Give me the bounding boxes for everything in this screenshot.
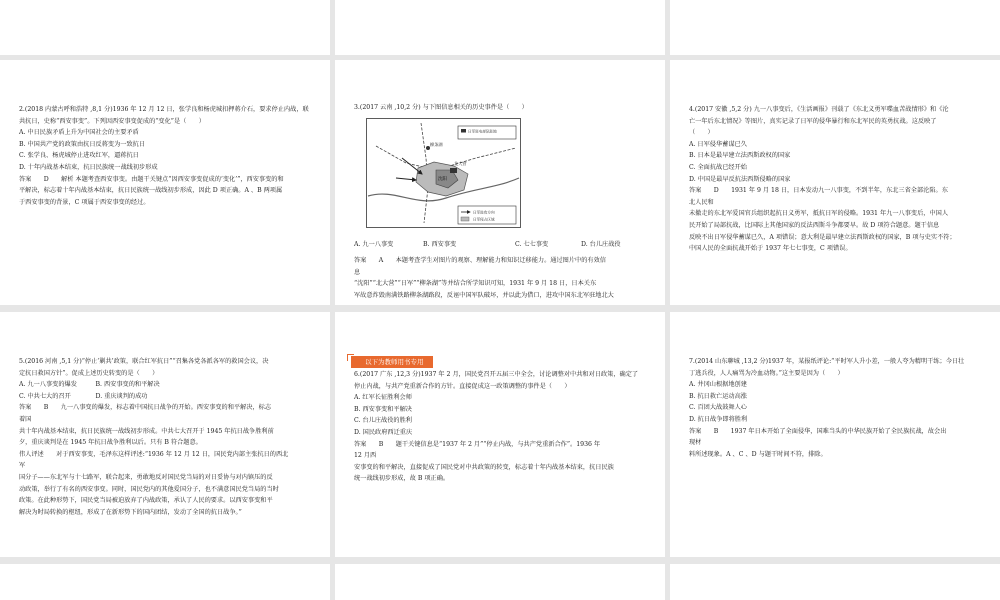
page-top-middle xyxy=(335,0,665,55)
page-question-4 xyxy=(670,60,1000,305)
svg-text:日军驻屯部队驻地: 日军驻屯部队驻地 xyxy=(468,129,497,134)
map-label-shenyang: 沈阳 xyxy=(438,177,447,182)
page-bottom-left xyxy=(0,564,330,600)
option-d: D. 台儿庄战役 xyxy=(581,241,621,248)
option-a: A. 九一八事变 xyxy=(354,241,394,248)
page-bottom-right xyxy=(670,564,1000,600)
page-bottom-middle xyxy=(335,564,665,600)
question-6-text: 6.(2017 广东 ,12,3 分)1937 年 2 月，国民党召开五届三中全会，讨论调整对中共和对日政策，确定了 停止内战，与共产党重新合作的方针。直接促成这一政策调整的事件是（ ） A. 红军长征胜利会师 B. 西安事变和平解决 C. 台儿庄战役的胜利 D. 国民政府西迁重庆 答案 B 题干关键信息是“1937 年 2 月”“停止内战，与共产党重新合作”。1936 年 12 月西 安事变的和平解决，直接促成了国民党对中共政策的转变，标志着十年内战基本结束，抗日民族 统一战线初步形成，故 B 项正确。 xyxy=(354,371,639,483)
map-label-liutiaohu: 柳条湖 xyxy=(430,142,443,147)
question-7-text: 7.(2014 山东聊城 ,13,2 分)1937 年，某报纸评论:“平时军人升小差，一般人夸为精明干练；今日壮 丁逃兵役，人人痛骂为冷血动物。”这主要是因为（ ） A. 井冈山根据地创建 B. 抗日救亡运动高涨 C. 百团大战鼓舞人心 D. 抗日战争即将胜利 答案 B 1937 年日本开始了全面侵华，国难当头的中华民族开始了全民族抗战，故会出 现材 料所述现象。A 、C 、D 与题干时间不符，排除。 xyxy=(689,358,965,458)
page-top-right xyxy=(670,0,1000,55)
question-3-stem: 3.(2017 云南 ,10,2 分) 与下图信息相关的历史事件是（ ） xyxy=(354,104,528,111)
question-5-text: 5.(2016 河南 ,5,1 分)“停止‘剿共’政策，联合红军抗日”“召集各党各派各军的救国会议，决 定抗日救国方针”。促成上述历史转变的是（ ） A. 九一八事变的爆发 B. 西安事变的和平解决 C. 中共七大的召开 D. 重庆谈判的成功 答案 B 九一八事变的爆发，标志着中国抗日战争的开始。西安事变的和平解决，标志 着国 共十年内战基本结束，抗日民族统一战线初步形成。中共七大召开于 1945 年抗日战争胜利前 夕，重庆谈判是在 1945 年抗日战争胜利以后。只有 B 符合题意。 伟人评述 对于西安事变，毛泽东这样评述:“1936 年 12 月 12 日，国民党内部主张抗日的西北 军 国分子——东北军与十七路军，联合起来，勇敢地反对国民党当局的对日妥协与对内镇压的反 动政策，举行了有名的西安事变。同时，国民党内的其他爱国分子，也不满意国民党当局的当时 政策。在此种形势下，国民党当局被迫放弃了内战政策，承认了人民的要求。以西安事变和平 解决为时局转换的枢纽，形成了在新形势下的国内团结，发动了全国的抗日战争。” xyxy=(19,358,289,516)
beidaying-marker xyxy=(450,168,457,173)
page-top-left xyxy=(0,0,330,55)
map-label-beidaying: 北大营 xyxy=(454,161,467,166)
shenyang-map xyxy=(366,118,521,228)
page-question-3 xyxy=(335,60,665,305)
question-3-answer: 答案 A 本题考查学生对图片的观察、理解能力和知识迁移能力。通过图片中的有效信 息 “沈阳”“北大营”“日军”“柳条湖”等并结合所学知识可知，1931 年 9 月 18 日，日本关东 军故意炸毁南满铁路柳条湖路段，反诬中国军队破坏，并以此为借口，进攻中国东北军驻地北大 xyxy=(354,257,614,299)
option-c: C. 七七事变 xyxy=(515,241,549,248)
question-2-text: 2.(2018 内蒙古呼和浩特 ,8,1 分)1936 年 12 月 12 日，张学良和杨虎城扣押蒋介石，要求停止内战，联 共抗日，史称“西安事变”。下列因西安事变促成的“变化”是（ ） A. 中日民族矛盾上升为中国社会的主要矛盾 B. 中国共产党的政策由抗日反蒋变为一致抗日 C. 张学良、杨虎城停止进攻红军，逼蒋抗日 D. 十年内战基本结束，抗日民族统一战线初步形成 答案 D 解析 本题考查西安事变。由题干关键点“因西安事变促成的‘变化’”，西安事变的和 平解决，标志着十年内战基本结束，抗日民族统一战线初步形成，因此 D 项正确。A 、B 两项属 于西安事变的背景，C 项属于西安事变的经过。 xyxy=(19,106,309,206)
question-4-text: 4.(2017 安徽 ,5,2 分) 九一八事变后，《生活画报》刊载了《东北义勇军喋血苦战情形》和《沦 亡一年后东北情况》等图片，真实记录了日军的侵华暴行和东北军民的英勇抗战。这反映了 （ ） A. 日军侵华蓄谋已久 B. 日本是最早建立法西斯政权的国家 C. 全面抗战已经开始 D. 中国是最早反抗法西斯侵略的国家 答案 D 1931 年 9 月 18 日，日本发动九一八事变，不到半年，东北三省全部沦陷。东 北人民和 未撤走的东北军爱国官兵组织起抗日义勇军，抵抗日军的侵略。1931 年九一八事变后，中国人 民开始了局部抗战，比国际上其他国家的反法西斯斗争都要早。故 D 项符合题意。题干信息 反映不出日军侵华蓄谋已久，A 项错误；意大利是最早建立法西斯政权的国家，B 项与史实不符； 中国人民的全面抗战开始于 1937 年七七事变，C 项错误。 xyxy=(689,106,956,253)
teacher-only-banner: 以下为教师用书专用 xyxy=(351,356,433,368)
svg-text:日军进攻方向: 日军进攻方向 xyxy=(473,210,495,215)
page-question-5 xyxy=(0,312,330,557)
page-question-7 xyxy=(670,312,1000,557)
option-b: B. 西安事变 xyxy=(423,241,457,248)
svg-text:日军侵占区域: 日军侵占区域 xyxy=(473,217,495,222)
page-question-2 xyxy=(0,60,330,305)
